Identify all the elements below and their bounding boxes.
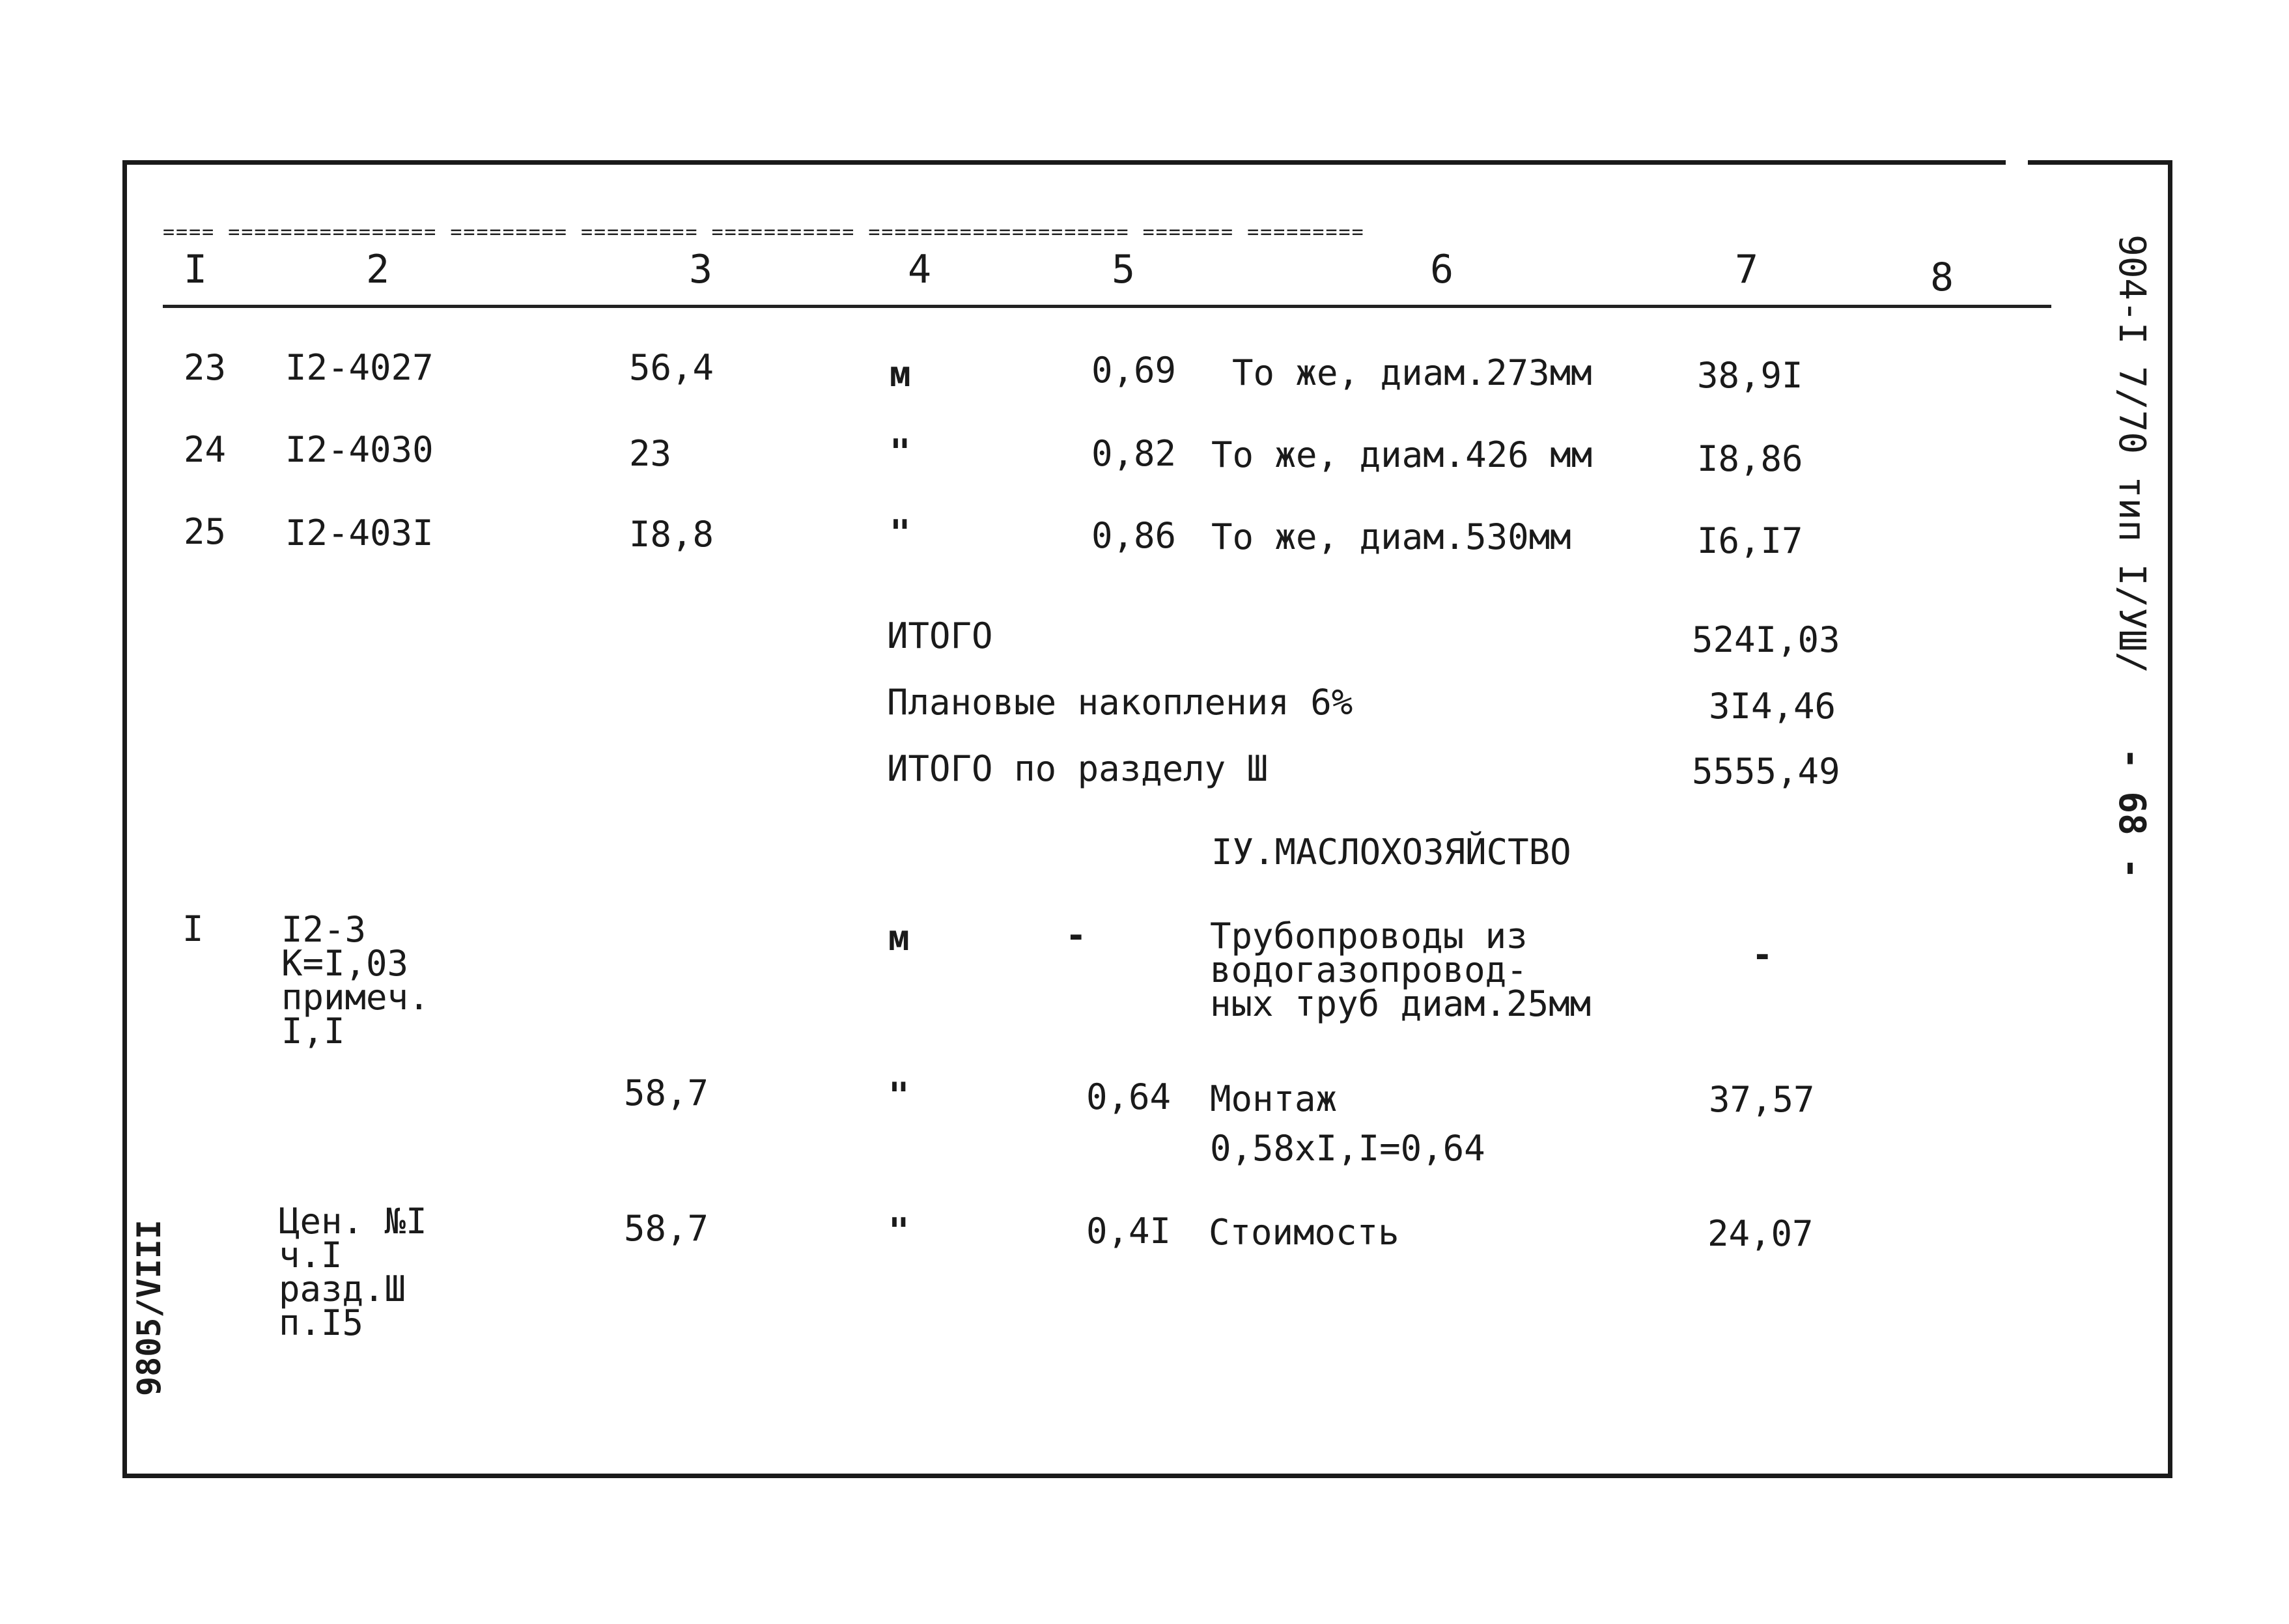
header-separator: ==== ================ ========= ========= =========== ==================== ======= =========	[163, 223, 1365, 242]
row-23-total: 38,9I	[1697, 355, 1803, 396]
row-24-quantity: 23	[629, 433, 672, 474]
row-25-number: 25	[184, 511, 227, 552]
row-24-rate: 0,82	[1091, 433, 1177, 474]
section-row-1-number: I	[182, 908, 204, 949]
column-header-2: 2	[366, 247, 390, 292]
row-25-quantity: I8,8	[629, 514, 714, 555]
section-row-2-unit: "	[888, 1075, 910, 1116]
row-24-unit: "	[890, 432, 911, 473]
column-header-3: 3	[689, 247, 713, 292]
row-24-number: 24	[184, 429, 227, 470]
column-header-5: 5	[1112, 247, 1136, 292]
column-header-7: 7	[1735, 247, 1759, 292]
section-row-3-unit: "	[888, 1211, 910, 1252]
planned-savings-value: 3I4,46	[1709, 686, 1836, 727]
section-total-label: ИТОГО по разделу Ш	[887, 748, 1269, 789]
row-25-code: I2-403I	[285, 512, 434, 553]
section-row-1-unit: м	[888, 917, 910, 959]
section-row-2-rate: 0,64	[1086, 1076, 1172, 1117]
column-header-4: 4	[908, 247, 932, 292]
section-title: IУ.МАСЛОХОЗЯЙСТВО	[1211, 832, 1571, 873]
row-23-number: 23	[184, 347, 227, 388]
total-label: ИТОГО	[887, 615, 993, 656]
section-row-3-code: Цен. №I ч.I разд.Ш п.I5	[279, 1201, 427, 1343]
row-25-description: То же, диам.530мм	[1211, 516, 1571, 557]
row-25-rate: 0,86	[1091, 515, 1177, 556]
section-row-2-description: Монтаж 0,58хI,I=0,64	[1210, 1078, 1485, 1169]
section-total-value: 5555,49	[1692, 751, 1840, 792]
row-23-description: То же, диам.273мм	[1232, 352, 1592, 393]
frame-gap	[2006, 154, 2028, 169]
row-23-unit: м	[890, 354, 911, 395]
total-value: 524I,03	[1692, 619, 1840, 660]
row-24-total: I8,86	[1697, 438, 1803, 479]
section-row-1-total: -	[1752, 934, 1773, 975]
row-23-rate: 0,69	[1091, 350, 1177, 391]
section-row-2-total: 37,57	[1709, 1079, 1815, 1120]
section-row-3-total: 24,07	[1707, 1213, 1814, 1254]
archive-stamp: 9805/VIII	[130, 1220, 168, 1396]
column-header-8: 8	[1930, 255, 1954, 300]
page-number: - 68 -	[2111, 748, 2153, 880]
section-row-1-rate: -	[1065, 915, 1087, 956]
section-row-1-description: Трубопроводы из водогазопровод- ных труб диам.25мм	[1210, 916, 1592, 1024]
section-row-2-quantity: 58,7	[624, 1072, 709, 1113]
section-row-3-quantity: 58,7	[624, 1208, 709, 1249]
column-header-6: 6	[1430, 247, 1454, 292]
section-row-1-code: I2-3 К=I,03 примеч. I,I	[281, 909, 430, 1052]
section-row-3-description: Стоимость	[1209, 1212, 1399, 1253]
column-header-1: I	[184, 247, 208, 292]
row-25-total: I6,I7	[1697, 520, 1803, 561]
section-row-3-rate: 0,4I	[1086, 1211, 1172, 1252]
row-24-code: I2-4030	[285, 429, 434, 470]
row-24-description: То же, диам.426 мм	[1211, 434, 1593, 475]
row-23-code: I2-4027	[285, 347, 434, 388]
row-25-unit: "	[890, 512, 911, 553]
planned-savings-label: Плановые накопления 6%	[887, 682, 1353, 723]
row-23-quantity: 56,4	[629, 347, 714, 388]
document-code: 904-I 7/70 тип I/УШ/	[2111, 234, 2153, 674]
header-rule	[163, 305, 2051, 308]
